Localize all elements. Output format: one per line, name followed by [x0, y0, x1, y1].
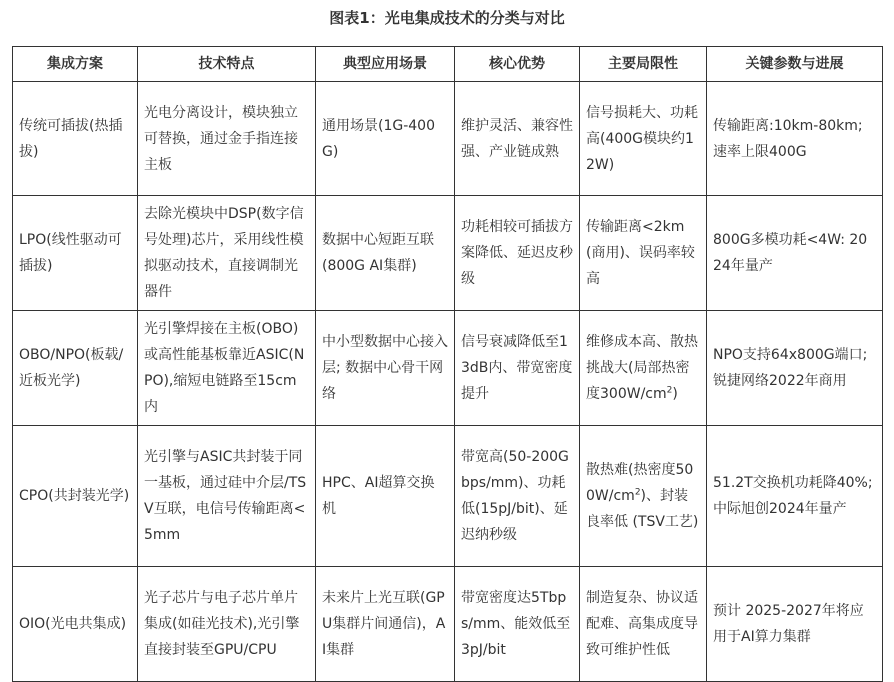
cell-advantages: 带宽高(50-200Gbps/mm)、功耗低(15pJ/bit)、延迟纳秒级: [455, 426, 580, 567]
table-header-row: [13, 47, 883, 82]
cell-params: 传输距离:10km-80km; 速率上限400G: [707, 82, 883, 196]
cell-limitations: 信号损耗大、功耗高(400G模块约12W): [580, 82, 707, 196]
limitations-text: 维修成本高、散热挑战大(局部热密度300W/cm: [586, 334, 698, 402]
cell-scenarios: 通用场景(1G-400G): [316, 82, 455, 196]
cell-features: 光引擎与ASIC共封装于同一基板，通过硅中介层/TSV互联，电信号传输距离<5mm: [138, 426, 316, 567]
header-params: 关键参数与进展: [707, 47, 883, 82]
table-row: [13, 426, 883, 567]
limitations-text-end: ): [672, 386, 678, 402]
cell-features: 去除光模块中DSP(数字信号处理)芯片，采用线性模拟驱动技术，直接调制光器件: [138, 196, 316, 311]
limitations-text: 散热难(热密度500W/cm: [586, 462, 694, 504]
superscript-exponent: 2: [666, 385, 673, 396]
cell-advantages: 功耗相较可插拔方案降低、延迟皮秒级: [455, 196, 580, 311]
cell-scenarios: 中小型数据中心接入层; 数据中心骨干网络: [316, 311, 455, 426]
cell-scheme: OIO(光电共集成): [13, 567, 138, 682]
cell-limitations: [580, 311, 707, 426]
cell-limitations: [580, 426, 707, 567]
table-row: [13, 311, 883, 426]
comparison-table: [12, 46, 883, 682]
header-advantages: 核心优势: [455, 47, 580, 82]
limitations-text-end: )、封装良率低 (TSV工艺): [586, 488, 699, 530]
cell-scheme: OBO/NPO(板载/近板光学): [13, 311, 138, 426]
cell-scheme: CPO(共封装光学): [13, 426, 138, 567]
cell-features: 光子芯片与电子芯片单片集成(如硅光技术),光引擎直接封装至GPU/CPU: [138, 567, 316, 682]
cell-scenarios: 未来片上光互联(GPU集群片间通信)，AI集群: [316, 567, 455, 682]
table-row: [13, 82, 883, 196]
table-row: [13, 196, 883, 311]
cell-features: 光电分离设计，模块独立可替换，通过金手指连接主板: [138, 82, 316, 196]
cell-advantages: 维护灵活、兼容性强、产业链成熟: [455, 82, 580, 196]
cell-limitations: 传输距离<2km(商用)、误码率较高: [580, 196, 707, 311]
cell-params: 51.2T交换机功耗降40%;中际旭创2024年量产: [707, 426, 883, 567]
cell-params: 预计 2025-2027年将应用于AI算力集群: [707, 567, 883, 682]
cell-scheme: LPO(线性驱动可插拔): [13, 196, 138, 311]
header-scenarios: 典型应用场景: [316, 47, 455, 82]
figure-title: 图表1：光电集成技术的分类与对比: [329, 9, 565, 27]
header-features: 技术特点: [138, 47, 316, 82]
cell-limitations: 制造复杂、协议适配难、高集成度导致可维护性低: [580, 567, 707, 682]
cell-scheme: 传统可插拔(热插拔): [13, 82, 138, 196]
cell-advantages: 信号衰减降低至13dB内、带宽密度提升: [455, 311, 580, 426]
superscript-exponent: 2: [634, 487, 641, 498]
cell-features: 光引擎焊接在主板(OBO)或高性能基板靠近ASIC(NPO),缩短电链路至15cm内: [138, 311, 316, 426]
header-limitations: 主要局限性: [580, 47, 707, 82]
cell-advantages: 带宽密度达5Tbps/mm、能效低至3pJ/bit: [455, 567, 580, 682]
cell-scenarios: 数据中心短距互联(800G AI集群): [316, 196, 455, 311]
cell-scenarios: HPC、AI超算交换机: [316, 426, 455, 567]
header-scheme: 集成方案: [13, 47, 138, 82]
cell-params: NPO支持64x800G端口;锐捷网络2022年商用: [707, 311, 883, 426]
table-row: [13, 567, 883, 682]
cell-params: 800G多模功耗<4W: 2024年量产: [707, 196, 883, 311]
